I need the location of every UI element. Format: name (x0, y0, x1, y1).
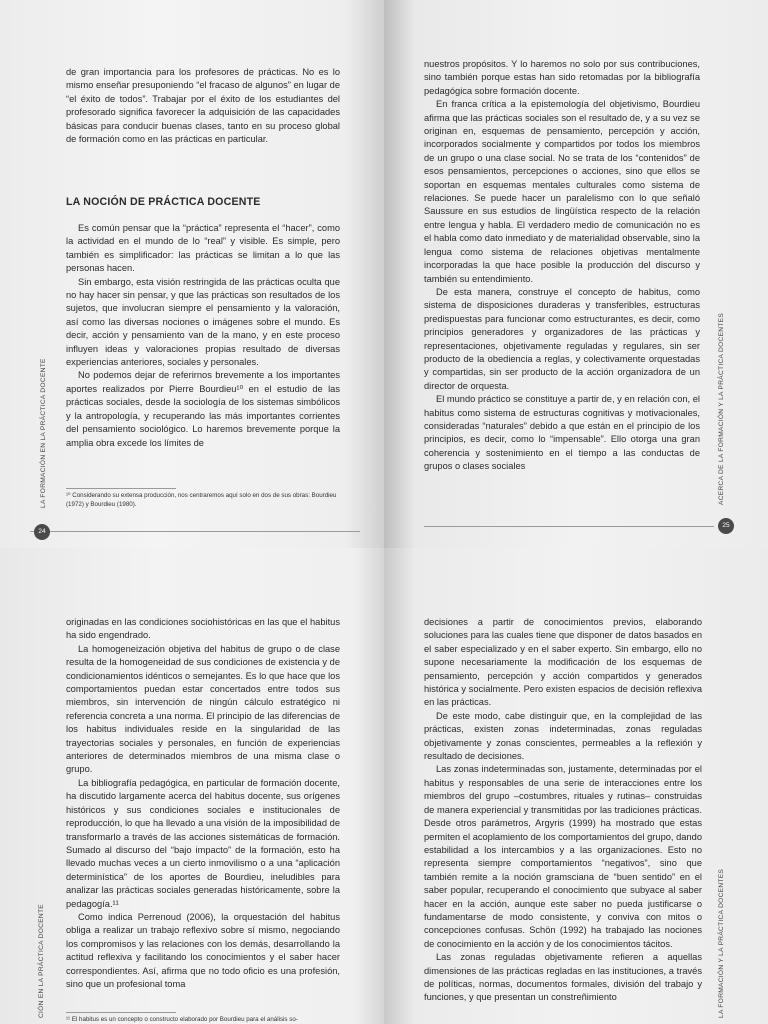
paragraph: En franca crítica a la epistemología del objetivismo, Bourdieu afirma que las prácticas sociales son el resultado de, y a su vez se originan en, esquemas de pensamiento, percepción y acción, incorporados socialmente y compartidos por todos los miembros de un grupo o una clase social. No se trata de los “contenidos” de esos pensamientos, percepciones o acciones, sino que ellos se soportan en esquemas mentales culturales como sistema de relaciones. Se puede hacer un paralelismo con lo que señaló Saussure en sus estudios de lingüística respecto de la relación entre lengua y habla. El verdadero medio de comunicación no es el habla como dato inmediato y de materialidad observable, sino la lengua como sistema de relaciones objetivas mentalmente incorporadas la que hace posible la producción del discurso y también su entendimiento. (424, 99, 700, 284)
text-block-intro (66, 66, 340, 146)
page-number: 25 (718, 518, 734, 534)
paragraph: No podemos dejar de referirnos brevemente a los importantes aportes realizados por Pierre Bourdieu¹⁰ en el estudio de las prácticas sociales, desde la sociología de los sistemas simbólicos y la antropología, y recuperando las más importantes corrientes del pensamiento sociológico. Lo haremos brevemente porque la amplia obra excede los límites de (66, 370, 340, 448)
page-bottom-right (384, 548, 768, 1024)
text-block-body (66, 222, 340, 450)
paragraph: El mundo práctico se constituye a partir de, y en relación con, el habitus como sistema de estructuras cognitivas y motivacionales, consideradas “naturales” debido a que están en el principio de los principios, es decir, como lo “impensable”. Ello otorga una gran coherencia y sostenimiento en el tiempo a las conductas de grupos o clases sociales (424, 394, 700, 472)
running-head: LA FORMACIÓN Y LA PRÁCTICA DOCENTES (718, 868, 725, 1018)
paragraph: decisiones a partir de conocimientos previos, elaborando soluciones para las cuales tiene que disponer de datos basados en el saber especializado y en el saber experto. Sin embargo, ello no supone necesariamente la modificación de los esquemas de pensamiento, percepción y acción compartidos y generados histórica y socialmente. Pero existen espacios de decisión reflexiva en las prácticas. (424, 617, 702, 708)
paragraph: Es común pensar que la “práctica” representa el “hacer”, como la actividad en el mundo de lo “real” y visible. Es simple, pero también es simplificador: las prácticas se limitan a lo que las personas hacen. (66, 223, 340, 274)
running-head: LA FORMACIÓN EN LA PRÁCTICA DOCENTE (40, 358, 47, 508)
paragraph: De esta manera, construye el concepto de habitus, como sistema de disposiciones duraderas y transferibles, estructuras predispuestas para funcionar como estructurantes, es decir, como principios generadores y organizadores de las prácticas y representaciones, objetivamente reguladas y regulares, sin ser producto de la obediencia a reglas, y colectivamente orquestadas y compartidas, sin ser producto de la acción organizadora de un director de orquesta. (424, 286, 700, 391)
text-block-body (424, 616, 702, 1005)
page-top-right (384, 0, 768, 548)
text-block-body (66, 616, 340, 991)
paragraph: La bibliografía pedagógica, en particular de formación docente, ha discutido largamente acerca del habitus docente, sus orígenes históricos y sus condiciones sociales e institucionales de reproducción, lo que ha llevado a una visión de la imposibilidad de transformarlo a través de las acciones sistemáticas de formación. Sumado al discurso del “bajo impacto” de la formación, esto ha llevado muchas veces a un cierto inmovilismo o a una “aplicación determinística” de los aportes de Bourdieu, ineludibles para analizar las prácticas sociales generadas históricamente, sobre la pedagogía.¹¹ (66, 777, 340, 909)
footnote: ¹¹ El habitus es un concepto o constructo elaborado por Bourdieu para el análisis so- (66, 1016, 298, 1023)
page-number: 24 (34, 524, 50, 540)
paragraph: Como indica Perrenoud (2006), la orquestación del habitus obliga a realizar un trabajo reflexivo sobre sí mismo, negociando los compromisos y las relaciones con los demás, desarrollando la actitud reflexiva y facilitando los conocimientos y el saber hacer correspondientes. Así, afirma que no todo oficio es una profesión, sino que un profesional toma (66, 911, 340, 989)
paragraph: De este modo, cabe distinguir que, en la complejidad de las prácticas, existen zonas indeterminadas, zonas reguladas objetivamente y zonas conscientes, permeables a la reflexión y resultado de decisiones. (424, 710, 702, 762)
page-bottom-left (0, 548, 384, 1024)
paragraph: Las zonas reguladas objetivamente refieren a aquellas dimensiones de las prácticas regladas en las instituciones, a través de políticas, normas, documentos formales, división del trabajo y funciones, y que presentan un constreñimiento (424, 952, 702, 1003)
footer-rule (30, 531, 360, 532)
running-head: CIÓN EN LA PRÁCTICA DOCENTE (38, 904, 45, 1018)
footnote-rule (66, 1012, 176, 1013)
paragraph: Las zonas indeterminadas son, justamente, determinadas por el habitus y responsables de una serie de interacciones entre los miembros del grupo –costumbres, rituales y rutinas– construidas de manera experiencial y transmitidas por las tradiciones prácticas. Desde otros parámetros, Argyris (1999) ha mostrado que estas permiten el acoplamiento de los comportamientos del grupo, dando estabilidad a los intercambios y a las organizaciones. Esto no representa siempre comportamientos “negativos”, sino que también remite a la noción gramsciana de “buen sentido” en el saber popular, recuperando el conocimiento que subyace al saber hacer en la acción, aunque este saber no pueda justificarse o fundamentarse de modo consistente, y conviva con mitos o concepciones confusas. Schön (1992) ha trabajado las nociones de conocimiento en la acción y de los conocimientos tácitos. (424, 764, 702, 949)
paragraph: La homogeneización objetiva del habitus de grupo o de clase resulta de la homogeneidad de sus condiciones de existencia y de condicionamientos idénticos o semejantes. Es lo que hace que los comportamientos puedan estar concertados entre todos sus miembros, sin intervención de ningún cálculo estratégico ni referencia concreta a una norma. El principio de las diferencias de los habitus individuales reside en la singularidad de las trayectorias sociales y personales, en función de experiencias anteriores de determinados miembros de una misma clase o grupo. (66, 643, 340, 775)
page-top-left (0, 0, 384, 548)
paragraph: Sin embargo, esta visión restringida de las prácticas oculta que no hay hacer sin pensar, y que las prácticas son resultados de los sujetos, que involucran siempre el pensamiento y la valoración, así como las diversas nociones o imágenes sobre el mundo. Es decir, acción y pensamiento van de la mano, y en este proceso influyen ideas y valoraciones propias resultado de diversas experiencias anteriores, sociales y personales. (66, 276, 340, 368)
paragraph: originadas en las condiciones sociohistóricas en las que el habitus ha sido engendrado. (66, 617, 340, 641)
footnote-rule (66, 488, 176, 489)
paragraph: de gran importancia para los profesores de prácticas. No es lo mismo enseñar presuponiendo “el fracaso de algunos” en lugar de “el éxito de todos”. Trabajar por el éxito de los estudiantes del profesorado significa favorecer la adquisición de las capacidades básicas para conducir buenas clases, tanto en su proceso global de formación como en las prácticas en particular. (66, 67, 340, 145)
text-block-body (424, 58, 700, 474)
footer-rule (424, 526, 714, 527)
footnote: ¹⁰ Considerando su extensa producción, nos centraremos aquí solo en dos de sus obras: Bourdieu (1972) y Bourdieu (1980). (66, 492, 337, 508)
paragraph: nuestros propósitos. Y lo haremos no solo por sus contribuciones, sino también porque estas han sido retomadas por la bibliografía pedagógica sobre formación docente. (424, 59, 700, 96)
running-head: ACERCA DE LA FORMACIÓN Y LA PRÁCTICA DOCENTES (718, 312, 725, 505)
section-heading: LA NOCIÓN DE PRÁCTICA DOCENTE (66, 196, 261, 208)
